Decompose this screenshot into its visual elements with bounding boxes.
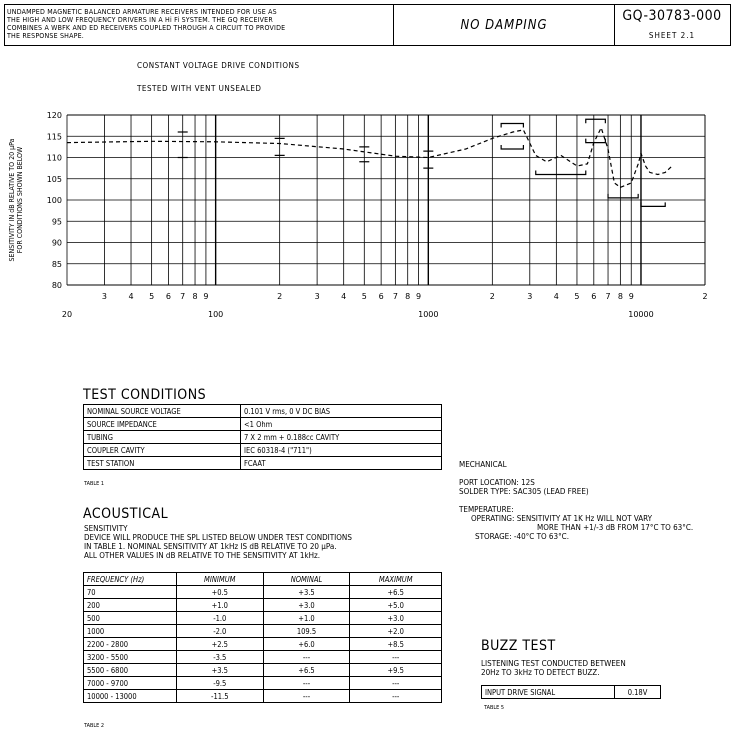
description-cell [5,5,394,45]
sensitivity-cell: +3.0 [263,599,350,612]
condition-name: NOMINAL SOURCE VOLTAGE [84,405,241,418]
sensitivity-cell: --- [350,651,442,664]
sensitivity-cell: +6.0 [263,638,350,651]
x-tick-label: 2 [277,292,283,301]
acoustical-text [84,524,352,560]
limit-min-bracket [586,139,606,143]
limit-max-bracket [586,119,606,123]
x-tick-label: 4 [128,292,134,301]
input-drive-label: INPUT DRIVE SIGNAL [482,686,615,699]
mechanical-title: MECHANICAL [459,460,507,469]
sensitivity-cell: +1.0 [177,599,264,612]
y-tick-label: 100 [46,196,62,205]
x-tick-label: 4 [553,292,559,301]
y-tick-label: 95 [51,217,62,227]
sensitivity-row [84,677,442,690]
y-tick-label: 120 [46,111,62,120]
sensitivity-row [84,638,442,651]
buzz-test-title: BUZZ TEST [481,638,556,654]
y-tick-label: 90 [51,238,62,248]
x-tick-label: 8 [405,292,411,301]
sensitivity-header-row [84,573,442,586]
acoustical-line: SENSITIVITY [84,524,128,533]
acoustical-line: DEVICE WILL PRODUCE THE SPL LISTED BELOW UNDER TEST CONDITIONS [84,533,352,542]
condition-name: TUBING [84,431,241,444]
condition-value: IEC 60318-4 ("711") [241,444,442,457]
buzz-line: 20Hz TO 3kHz TO DETECT BUZZ. [481,668,600,677]
operating-temp-cont: MORE THAN +1/-3 dB FROM 17°C TO 63°C. [537,523,694,532]
test-conditions-row [84,431,442,444]
x-tick-label: 2 [489,292,495,301]
sensitivity-cell: +2.5 [177,638,264,651]
sensitivity-cell: -1.0 [177,612,264,625]
sensitivity-row [84,690,442,703]
condition-name: SOURCE IMPEDANCE [84,418,241,431]
port-location: PORT LOCATION: 12S [459,478,535,487]
sensitivity-cell: 10000 - 13000 [84,690,177,703]
title-block [4,4,731,46]
sensitivity-cell: 7000 - 9700 [84,677,177,690]
x-tick-label: 7 [392,292,398,301]
y-tick-label: 105 [46,174,62,184]
sensitivity-row [84,612,442,625]
sensitivity-cell: +6.5 [263,664,350,677]
y-axis-label-line: SENSITIVITY IN dB RELATIVE TO 20 μPa [8,138,16,262]
x-tick-label: 3 [101,292,107,301]
sensitivity-cell: -2.0 [177,625,264,638]
buzz-table [481,685,661,699]
frequency-response-chart [0,100,734,330]
test-conditions-table [83,404,442,470]
sensitivity-cell: +2.0 [350,625,442,638]
test-conditions-row [84,444,442,457]
x-tick-label: 2 [702,292,708,301]
column-header: NOMINAL [263,573,350,586]
sensitivity-cell: 500 [84,612,177,625]
acoustical-line: IN TABLE 1. NOMINAL SENSITIVITY AT 1kHz IS dB RELATIVE TO 20 μPa. [84,542,337,551]
test-conditions-row [84,418,442,431]
sensitivity-cell: 70 [84,586,177,599]
x-tick-label: 9 [628,292,634,301]
x-decade-label: 20 [61,310,73,319]
test-conditions-title: TEST CONDITIONS [83,387,207,403]
y-tick-label: 85 [51,259,62,269]
description-line: COMBINES A WBFK AND ED RECEIVERS COUPLED THROUGH A CIRCUIT TO PROVIDE [7,24,286,32]
x-tick-label: 5 [149,292,155,301]
sensitivity-cell: +0.5 [177,586,264,599]
description-line: UNDAMPED MAGNETIC BALANCED ARMATURE RECEIVERS INTENDED FOR USE AS [7,8,277,16]
sensitivity-cell: +8.5 [350,638,442,651]
limit-min-bracket [641,202,665,206]
buzz-test-text [481,659,626,677]
sensitivity-cell: -3.5 [177,651,264,664]
x-tick-label: 8 [192,292,198,301]
description-line: THE RESPONSE SHAPE. [7,32,84,40]
drive-condition: CONSTANT VOLTAGE DRIVE CONDITIONS [137,61,300,70]
test-conditions-row [84,457,442,470]
x-decade-label: 1000 [418,310,439,319]
acoustical-line: ALL OTHER VALUES IN dB RELATIVE TO THE SENSITIVITY AT 1kHz. [84,551,321,560]
sensitivity-cell: --- [263,651,350,664]
y-tick-label: 110 [46,153,62,163]
sensitivity-cell: -11.5 [177,690,264,703]
buzz-line: LISTENING TEST CONDUCTED BETWEEN [481,659,626,668]
sensitivity-cell: +5.0 [350,599,442,612]
column-header: FREQUENCY (Hz) [84,573,177,586]
condition-value: 7 X 2 mm + 0.188cc CAVITY [241,431,442,444]
sensitivity-row [84,664,442,677]
x-tick-label: 4 [341,292,347,301]
table1-label: TABLE 1 [84,481,104,487]
sensitivity-cell: --- [263,677,350,690]
x-tick-label: 6 [378,292,384,301]
y-tick-label: 80 [51,281,62,290]
sensitivity-cell: --- [263,690,350,703]
sensitivity-row [84,625,442,638]
sensitivity-cell: 5500 - 6800 [84,664,177,677]
y-tick-label: 115 [46,132,62,142]
sensitivity-cell: -9.5 [177,677,264,690]
sensitivity-cell: 109.5 [263,625,350,638]
sheet-number: SHEET 2.1 [648,31,696,40]
sensitivity-cell: +3.0 [350,612,442,625]
condition-value: <1 Ohm [241,418,442,431]
x-decade-label: 100 [208,310,224,319]
sensitivity-row [84,586,442,599]
limit-min-bracket [501,145,523,149]
sensitivity-cell: --- [350,677,442,690]
sensitivity-cell: --- [350,690,442,703]
mechanical-section [459,460,693,541]
sensitivity-cell: 200 [84,599,177,612]
description-line: THE HIGH AND LOW FREQUENCY DRIVERS IN A Hi Fi SYSTEM. THE GQ RECEIVER [7,16,273,24]
table5-label: TABLE 5 [484,705,504,711]
x-tick-label: 7 [180,292,186,301]
sensitivity-cell: +3.5 [177,664,264,677]
damping-label: NO DAMPING [394,5,615,45]
acoustical-title: ACOUSTICAL [83,506,169,522]
y-axis-label-line: FOR CONDITIONS SHOWN BELOW [16,146,24,254]
part-number: GQ-30783-000 [622,8,722,24]
x-tick-label: 3 [314,292,320,301]
sensitivity-cell: +1.0 [263,612,350,625]
x-tick-label: 3 [527,292,533,301]
condition-value: 0.101 V rms, 0 V DC BIAS [241,405,442,418]
sensitivity-row [84,599,442,612]
input-drive-value: 0.18V [615,686,661,699]
limit-max-bracket [501,124,523,128]
sensitivity-cell: 1000 [84,625,177,638]
column-header: MAXIMUM [350,573,442,586]
x-tick-label: 5 [574,292,580,301]
operating-temp: OPERATING: SENSITIVITY AT 1K Hz WILL NOT VARY [471,514,653,523]
limit-min-bracket [608,194,638,198]
solder-type: SOLDER TYPE: SAC305 (LEAD FREE) [459,487,589,496]
sensitivity-cell: +9.5 [350,664,442,677]
sensitivity-cell: 2200 - 2800 [84,638,177,651]
x-tick-label: 8 [617,292,623,301]
sensitivity-row [84,651,442,664]
sensitivity-cell: +6.5 [350,586,442,599]
x-tick-label: 9 [416,292,422,301]
temperature-title: TEMPERATURE: [459,505,514,514]
x-decade-label: 10000 [628,310,654,319]
vent-condition: TESTED WITH VENT UNSEALED [137,84,262,93]
condition-name: TEST STATION [84,457,241,470]
x-tick-label: 6 [165,292,172,301]
storage-temp: STORAGE: -40°C TO 63°C. [475,532,569,541]
test-conditions-row [84,405,442,418]
table2-label: TABLE 2 [84,723,104,729]
sensitivity-cell: +3.5 [263,586,350,599]
limit-min-bracket [536,171,586,175]
x-tick-label: 7 [605,292,611,301]
part-number-cell [614,5,730,45]
column-header: MINIMUM [177,573,264,586]
x-tick-label: 6 [591,292,597,301]
condition-name: COUPLER CAVITY [84,444,241,457]
sensitivity-cell: 3200 - 5500 [84,651,177,664]
condition-value: FCAAT [241,457,442,470]
sensitivity-table [83,572,442,703]
x-tick-label: 5 [361,292,367,301]
x-tick-label: 9 [203,292,209,301]
